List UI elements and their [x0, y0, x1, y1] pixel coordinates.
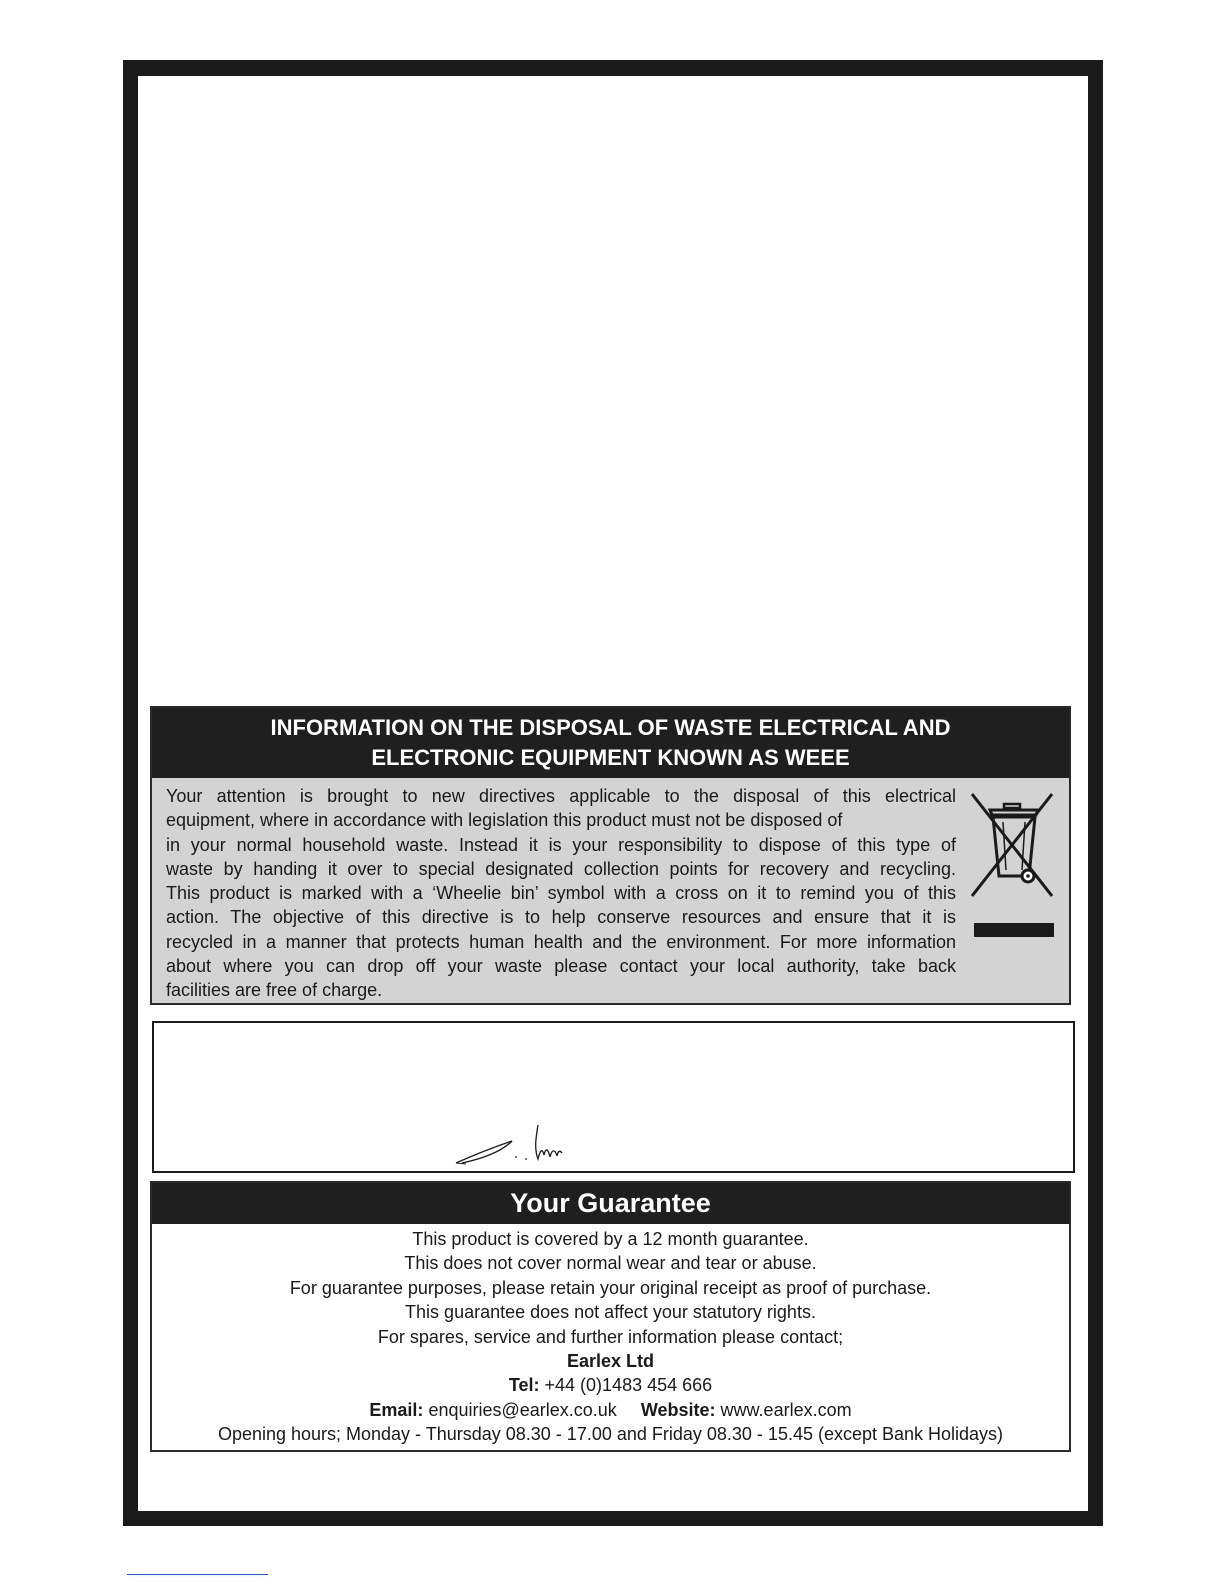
company-name: Earlex Ltd [566, 1351, 655, 1372]
signature [454, 1119, 574, 1169]
weee-text-line: facilities are free of charge. [166, 980, 383, 1001]
guarantee-line: This product is covered by a 12 month guarantee. [412, 1229, 809, 1249]
declaration-box [152, 1021, 1075, 1173]
guarantee-title: Your Guarantee [152, 1183, 1069, 1224]
email-value: enquiries@earlex.co.uk [428, 1399, 617, 1420]
guarantee-box [150, 1181, 1071, 1452]
weee-title-line1: INFORMATION ON THE DISPOSAL OF WASTE ELECTRICAL AND [270, 715, 951, 740]
weee-title-line2: ELECTRONIC EQUIPMENT KNOWN AS WEEE [371, 745, 850, 770]
guarantee-line: For guarantee purposes, please retain your original receipt as proof of purchase. [289, 1277, 932, 1298]
crossed-out-wheelie-bin-icon [968, 790, 1056, 902]
weee-title [152, 708, 1069, 778]
bin-underline-bar [974, 923, 1054, 937]
tel-value: +44 (0)1483 454 666 [544, 1375, 713, 1396]
weee-info-box [150, 706, 1071, 1005]
footer-link-underline[interactable] [127, 1574, 268, 1575]
weee-text-line: recycled in a manner that protects human health and the environment. For more information [166, 931, 956, 952]
guarantee-line: This guarantee does not affect your statutory rights. [405, 1302, 816, 1323]
weee-body [152, 778, 1069, 1003]
guarantee-line: This does not cover normal wear and tear or abuse. [404, 1253, 817, 1274]
weee-text-line: action. The objective of this directive is to help conserve resources and ensure that it is [166, 907, 956, 928]
website-label: Website: [640, 1399, 716, 1420]
contact-line [152, 1398, 1069, 1422]
weee-text-line: This product is marked with a ‘Wheelie bin’ symbol with a cross on it to remind you of this [166, 883, 956, 904]
opening-hours: Opening hours; Monday - Thursday 08.30 - 17.00 and Friday 08.30 - 15.45 (except Bank Holidays) [217, 1424, 1004, 1445]
weee-text-line: in your normal household waste. Instead it is your responsibility to dispose of this type of [166, 834, 956, 855]
guarantee-line: For spares, service and further information please contact; [377, 1326, 844, 1347]
website-value: www.earlex.com [720, 1399, 852, 1420]
guarantee-body [152, 1224, 1069, 1447]
weee-text-line: about where you can drop off your waste please contact your local authority, take back [166, 956, 956, 977]
weee-text-line: waste by handing it over to special designated collection points for recovery and recycling. [166, 858, 956, 879]
tel-label: Tel: [508, 1375, 540, 1396]
weee-paragraph [166, 784, 956, 1003]
telephone-line [152, 1373, 1069, 1397]
weee-text-line: Your attention is brought to new directives applicable to the disposal of this electrical [166, 786, 956, 806]
email-label: Email: [369, 1399, 424, 1420]
weee-text-line: equipment, where in accordance with legislation this product must not be disposed of [166, 810, 843, 831]
